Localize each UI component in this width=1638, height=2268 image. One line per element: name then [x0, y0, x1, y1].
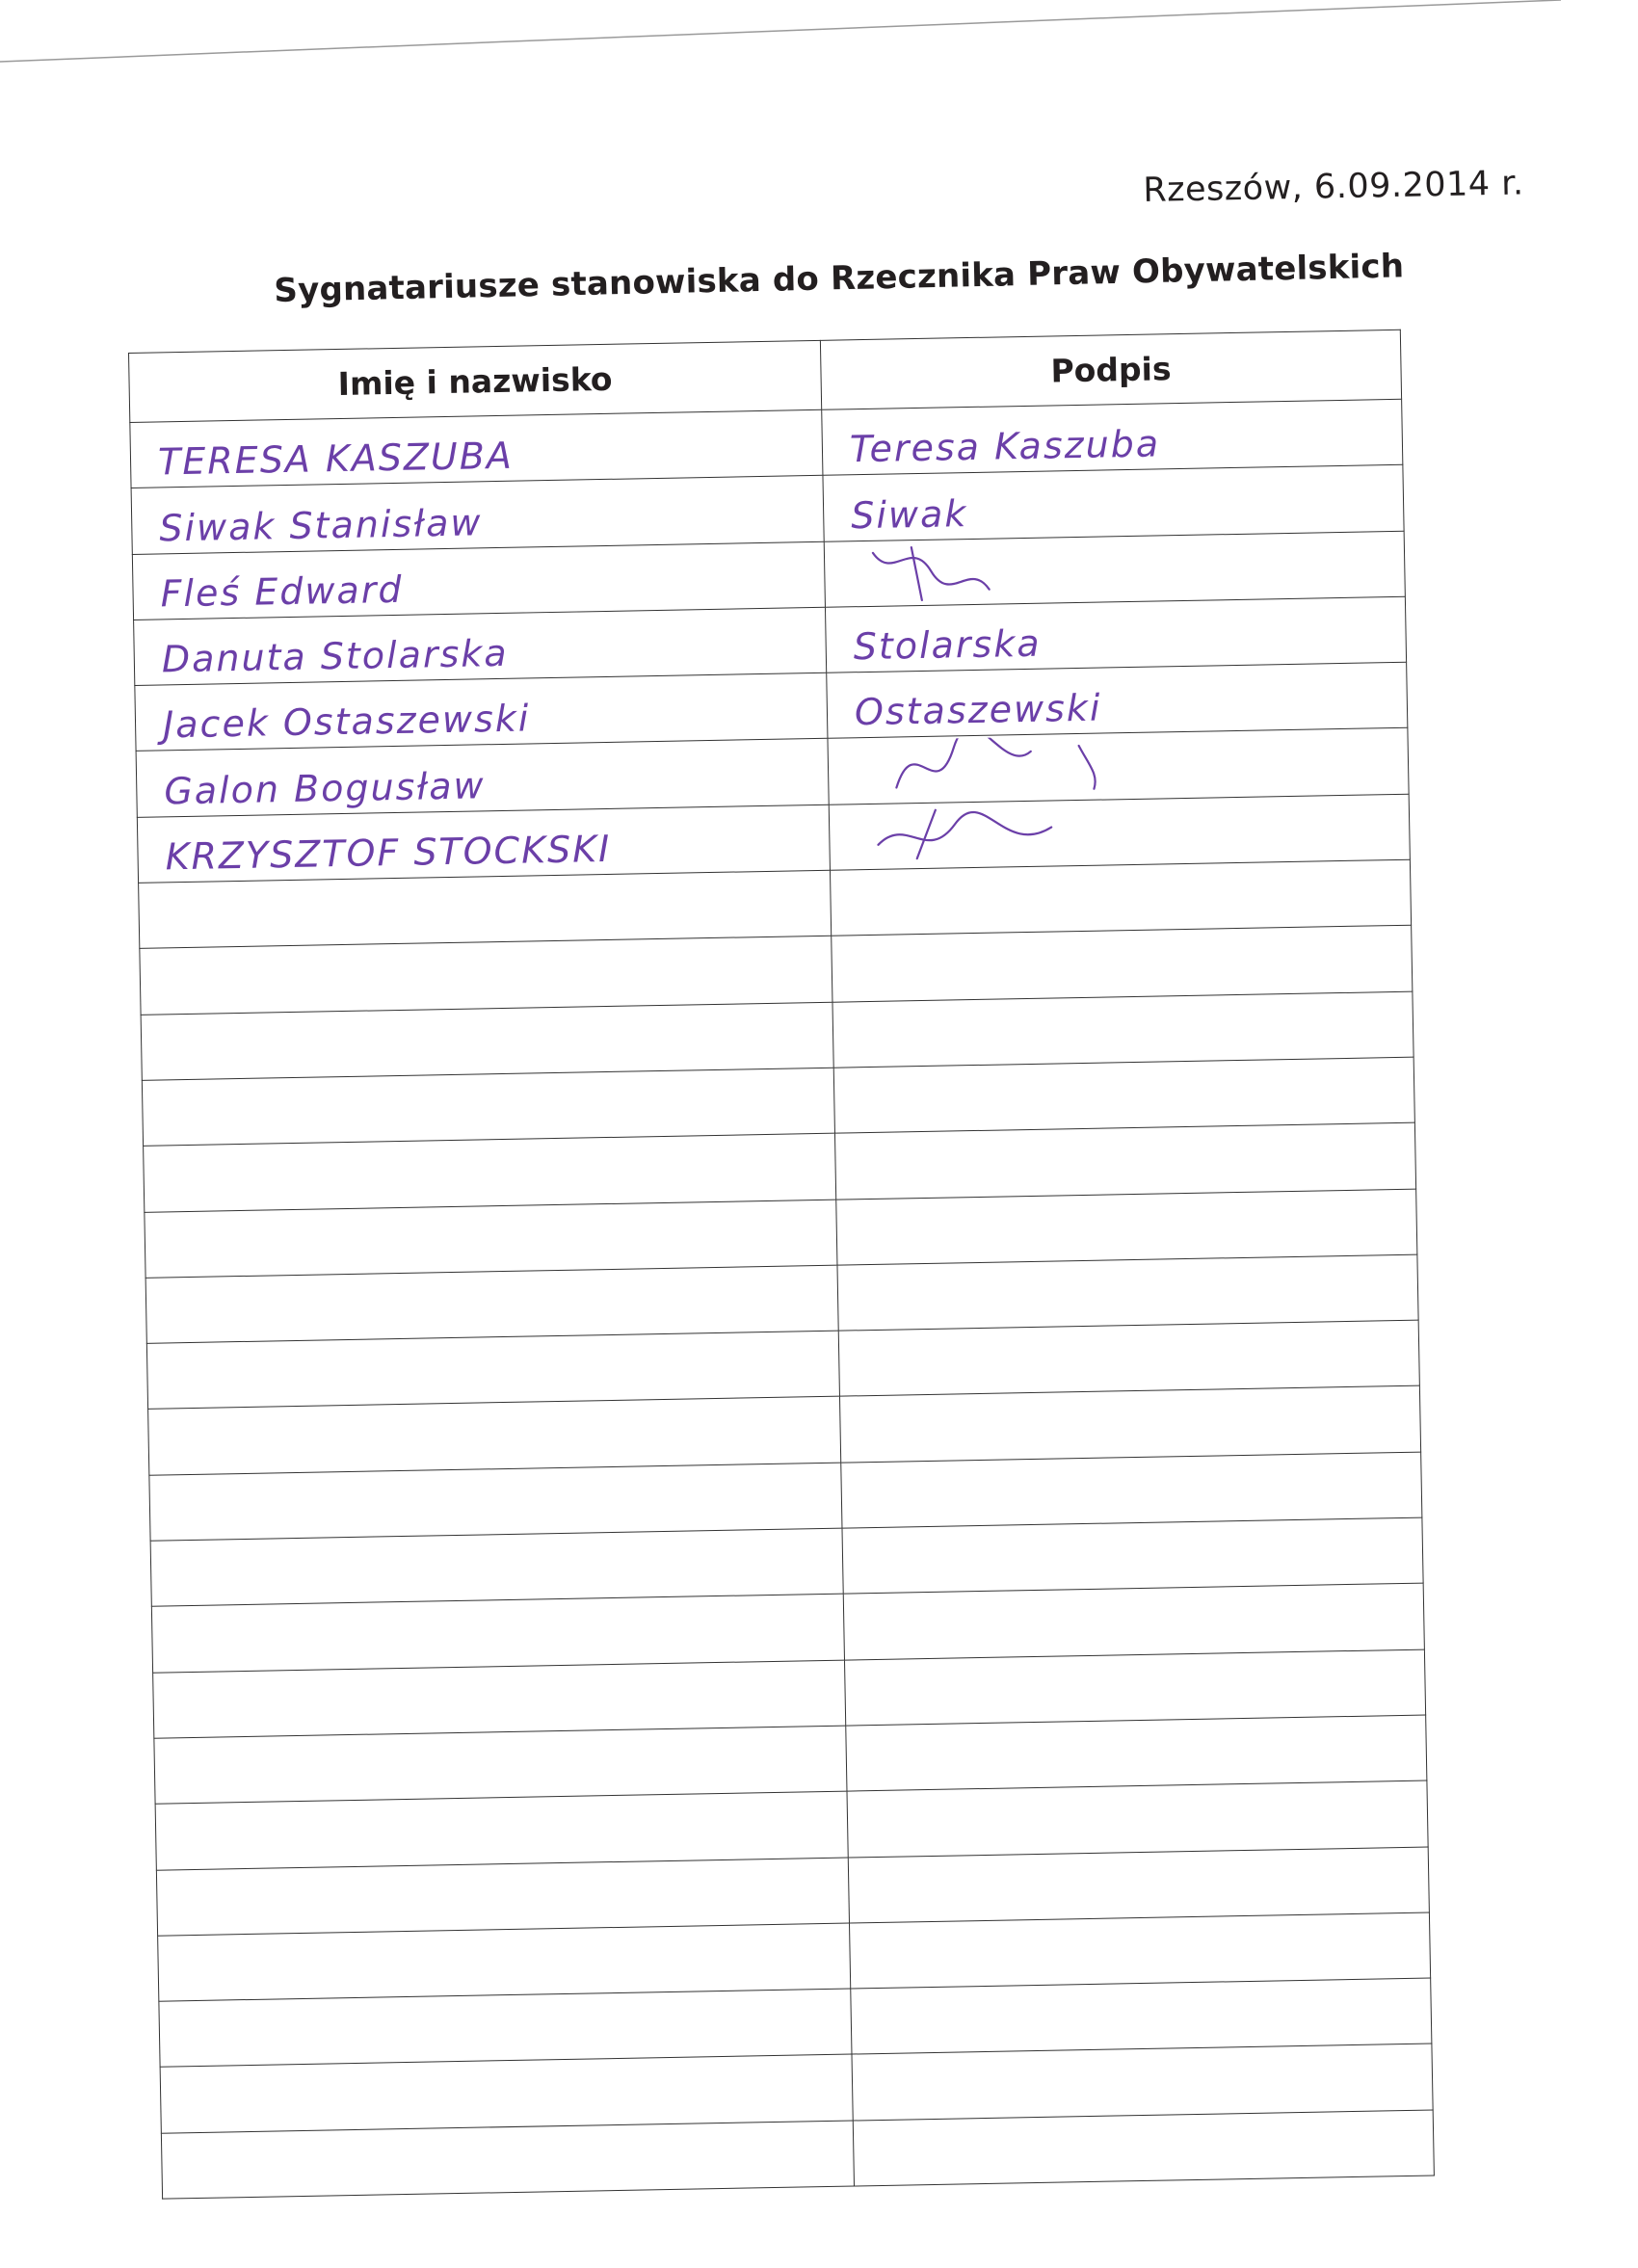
handwritten-signature: Ostaszewski — [854, 687, 1102, 734]
name-cell — [135, 672, 828, 751]
signature-stroke — [878, 807, 1052, 858]
name-cell — [160, 2054, 853, 2132]
handwritten-signature: Teresa Kaszuba — [849, 422, 1161, 471]
signature-cell — [832, 991, 1413, 1068]
name-cell — [150, 1528, 843, 1606]
signature-cell — [848, 1847, 1429, 1923]
name-cell — [145, 1200, 837, 1278]
signature-cell — [828, 728, 1409, 804]
signature-cell — [832, 926, 1413, 1002]
handwritten-name: Fleś Edward — [160, 567, 404, 616]
signature-stroke — [873, 545, 990, 600]
name-cell — [158, 1923, 851, 2001]
name-cell — [131, 476, 824, 554]
name-cell — [137, 804, 830, 883]
signature-cell — [851, 1978, 1432, 2054]
name-cell — [155, 1791, 848, 1869]
signature-cell — [837, 1254, 1418, 1331]
name-cell — [159, 1989, 852, 2067]
column-header-signature: Podpis — [820, 330, 1401, 409]
signature-cell — [834, 1122, 1415, 1199]
name-cell — [142, 1068, 834, 1146]
name-cell — [140, 936, 832, 1015]
column-header-name: Imię i nazwisko — [129, 340, 822, 422]
signature-cell — [849, 1912, 1430, 1989]
signature-cell — [829, 794, 1410, 870]
name-cell — [154, 1726, 847, 1804]
signature-cell — [847, 1780, 1428, 1857]
handwritten-name: Danuta Stolarska — [161, 632, 509, 681]
handwritten-name: Jacek Ostaszewski — [162, 697, 531, 747]
name-cell — [151, 1594, 844, 1672]
signature-cell — [823, 465, 1404, 541]
signature-scribble — [859, 801, 1149, 867]
handwritten-signature: Siwak — [850, 491, 968, 537]
name-cell — [153, 1660, 846, 1738]
name-cell — [136, 739, 829, 817]
signature-cell — [841, 1452, 1422, 1528]
handwritten-signature: Stolarska — [853, 621, 1042, 669]
signature-cell — [827, 662, 1408, 738]
signature-stroke — [895, 735, 1096, 793]
name-cell — [148, 1397, 841, 1475]
signature-cell — [842, 1517, 1423, 1594]
signature-cell — [839, 1386, 1420, 1463]
signatories-table-wrapper — [128, 330, 1433, 2160]
name-cell — [132, 541, 825, 620]
signature-cell — [822, 399, 1403, 475]
signature-cell — [830, 859, 1411, 936]
signature-cell — [833, 1057, 1414, 1133]
handwritten-name: Siwak Stanisław — [158, 500, 483, 550]
name-cell — [139, 870, 832, 948]
signature-cell — [846, 1715, 1427, 1791]
date-line: Rzeszów, 6.09.2014 r. — [1143, 164, 1524, 210]
signature-scribble — [854, 538, 1144, 604]
name-cell — [141, 1002, 833, 1080]
name-cell — [149, 1463, 842, 1541]
handwritten-name: TERESA KASZUBA — [157, 434, 515, 484]
signature-cell — [853, 2110, 1434, 2186]
signatories-table — [128, 330, 1435, 2200]
document-title: Sygnatariusze stanowiska do Rzecznika Praw Obywatelskich — [274, 247, 1405, 310]
signature-cell — [838, 1320, 1419, 1396]
signature-cell — [836, 1189, 1417, 1265]
name-cell — [130, 409, 823, 488]
signature-scribble — [858, 735, 1148, 802]
signature-cell — [825, 596, 1406, 672]
handwritten-name: KRZYSZTOF STOCKSKI — [165, 827, 612, 879]
name-cell — [161, 2121, 854, 2199]
signature-cell — [843, 1583, 1424, 1659]
handwritten-name: Galon Bogusław — [163, 764, 487, 813]
signature-cell — [824, 531, 1405, 607]
signature-cell — [852, 2044, 1433, 2120]
name-cell — [145, 1265, 838, 1343]
name-cell — [144, 1133, 836, 1211]
name-cell — [156, 1858, 849, 1936]
signature-cell — [844, 1649, 1425, 1726]
name-cell — [146, 1331, 839, 1409]
name-cell — [134, 607, 827, 685]
scan-edge-line — [0, 0, 1638, 77]
